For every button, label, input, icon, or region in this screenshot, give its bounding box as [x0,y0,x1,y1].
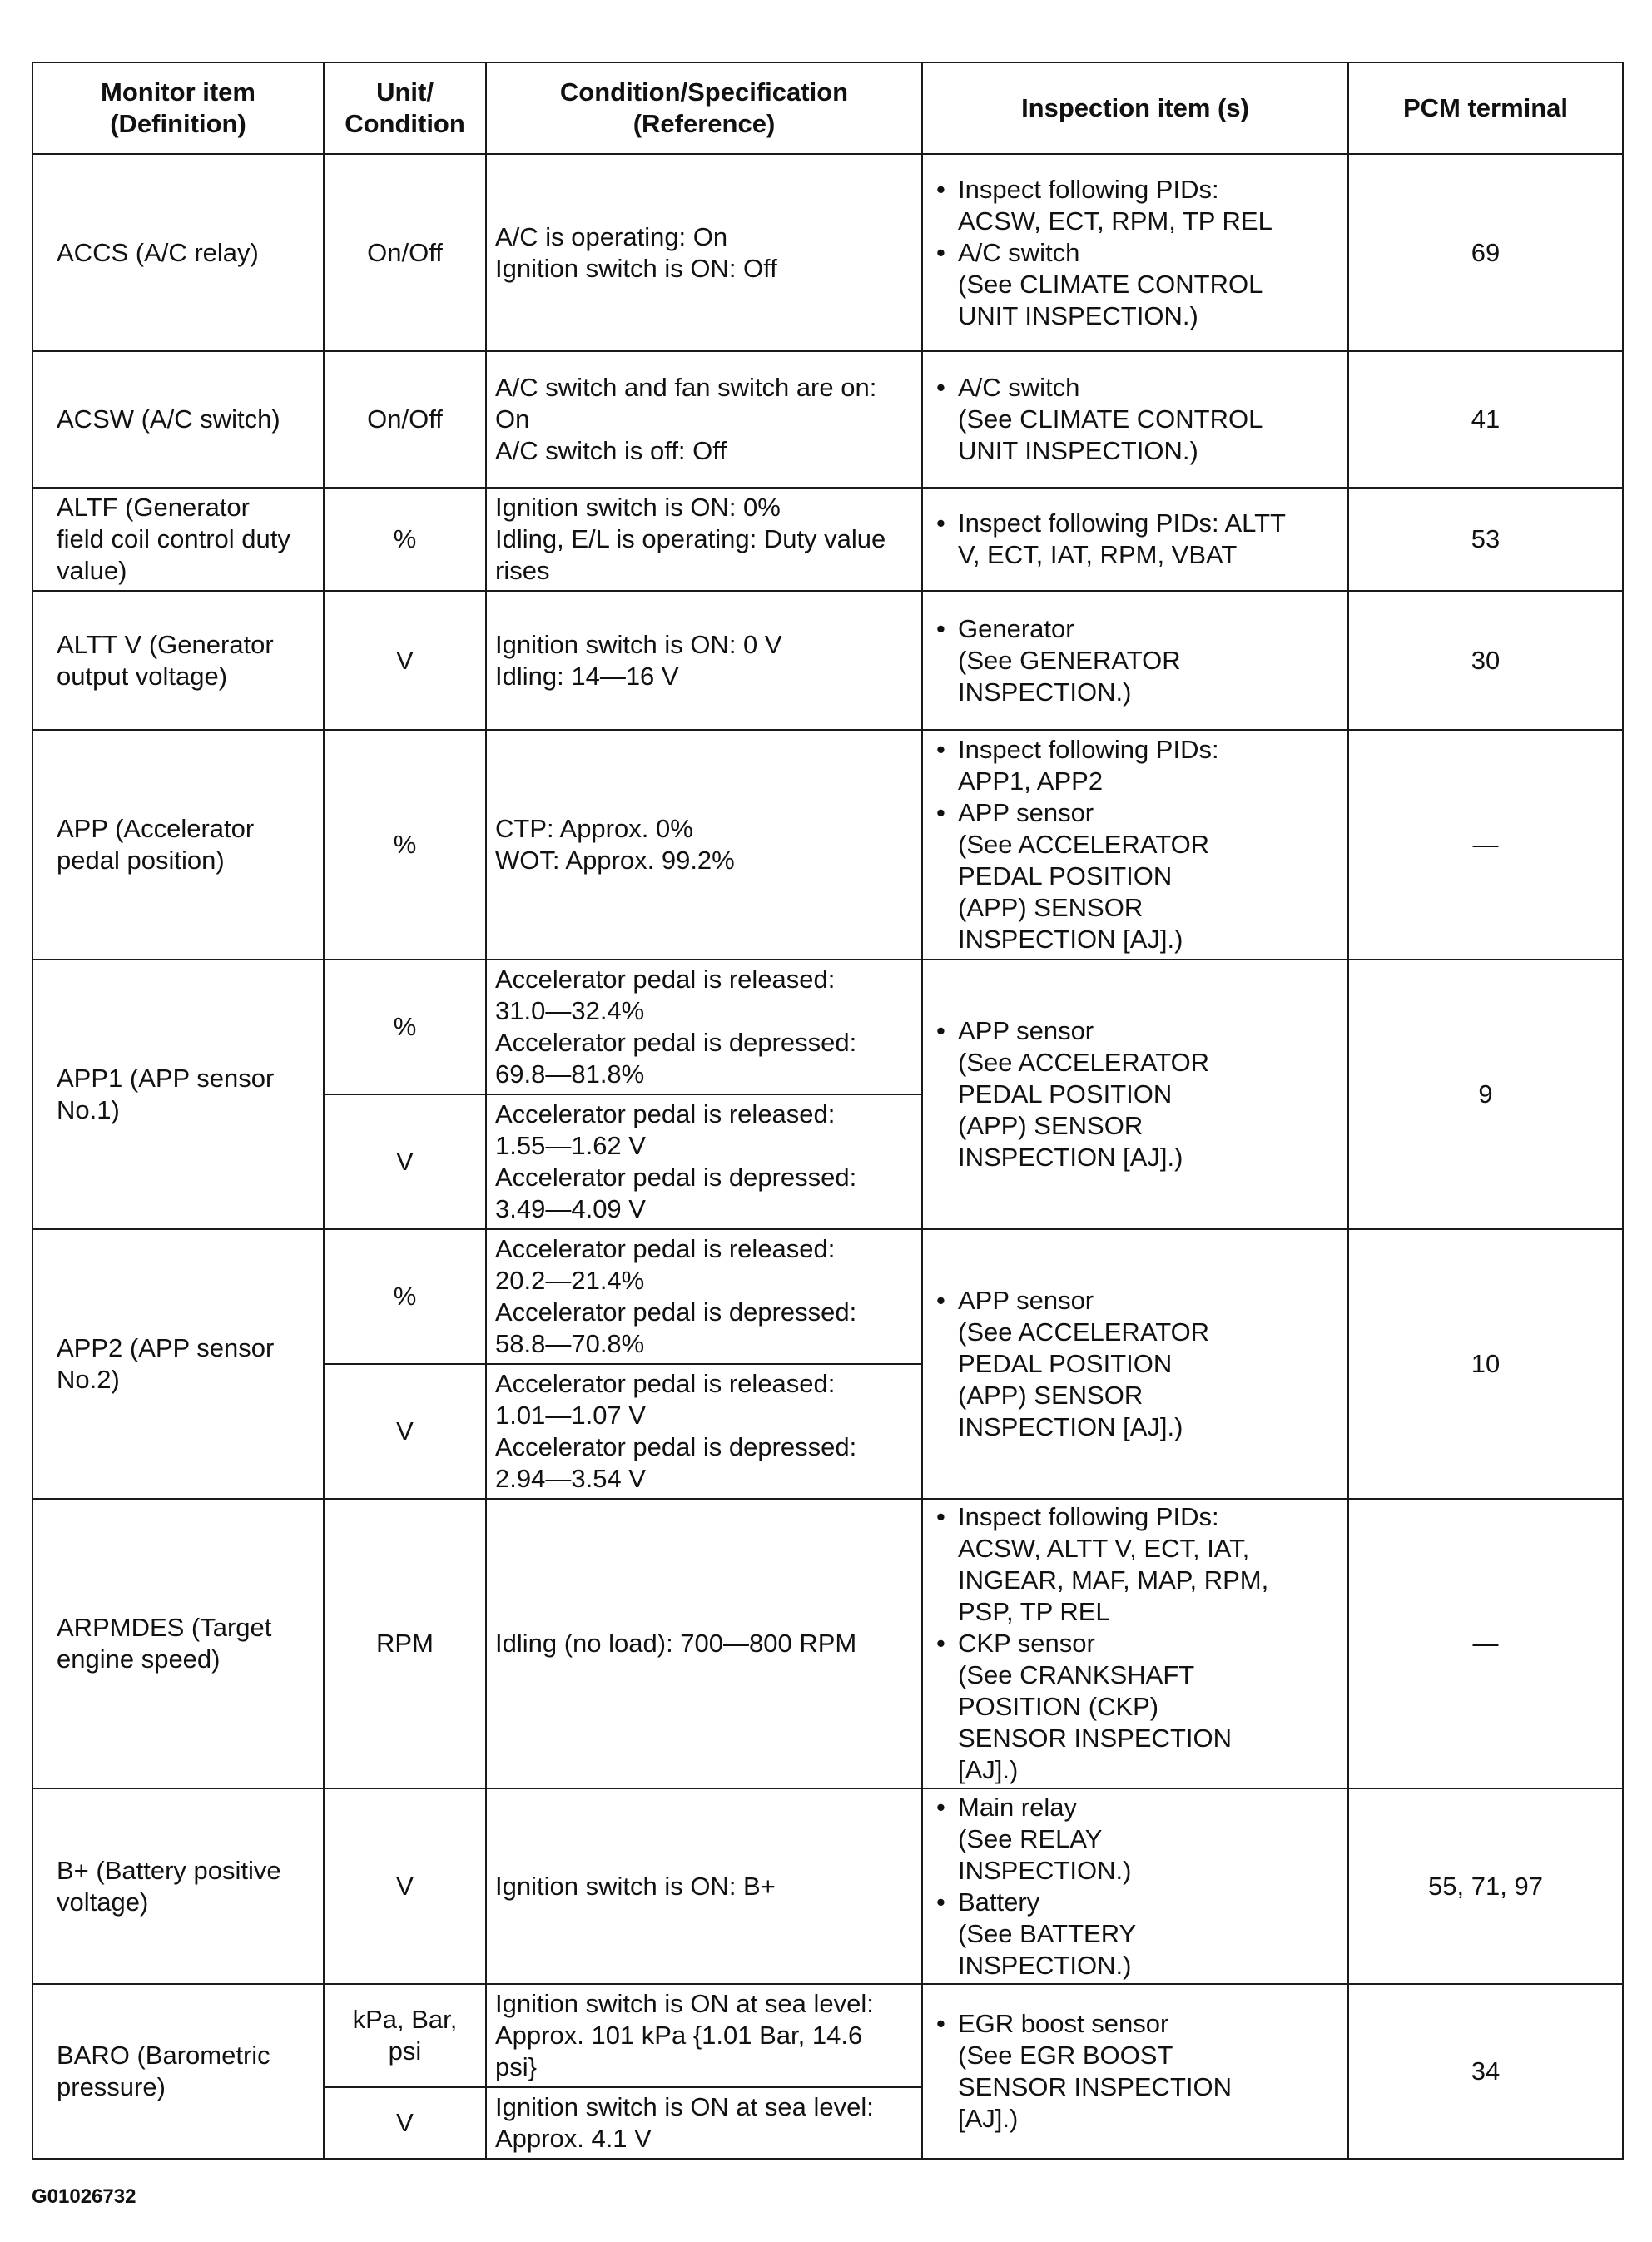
inspection-cell [922,1229,1348,1499]
pcm-terminal-cell: — [1348,1499,1623,1788]
table-row [32,154,1623,351]
inspection-item [958,174,1341,237]
inspection-item [958,372,1341,467]
pcm-terminal-cell: 55, 71, 97 [1348,1788,1623,1984]
inspection-list [933,508,1341,571]
inspection-item [958,1887,1341,1982]
inspection-list [933,734,1341,955]
inspection-line: (See CLIMATE CONTROL [958,269,1263,299]
condition-line: On [495,404,530,434]
inspection-line: UNIT INSPECTION.) [958,300,1198,330]
inspection-line: (See ACCELERATOR [958,1048,1210,1077]
inspection-item [958,2008,1341,2135]
inspection-item [958,237,1341,332]
inspection-line: ACSW, ECT, RPM, TP REL [958,206,1272,236]
condition-line: 2.94—3.54 V [495,1464,646,1493]
condition-cell [486,1984,922,2087]
monitor-item-line: ALTT V (Generator [57,629,274,659]
monitor-item-cell [32,1499,324,1788]
inspection-line: • EGR boost sensor [958,2009,1169,2038]
inspection-line: UNIT INSPECTION.) [958,436,1198,465]
inspection-cell [922,154,1348,351]
inspection-line: PEDAL POSITION [958,1349,1173,1378]
inspection-line: (See EGR BOOST [958,2041,1173,2070]
table-header-row [32,62,1623,154]
unit-cell: V [324,1788,486,1984]
condition-line: Ignition switch is ON at sea level: [495,2092,874,2121]
inspection-line: • CKP sensor [958,1629,1095,1658]
condition-line: Idling, E/L is operating: Duty value [495,524,886,553]
condition-cell [486,1788,922,1984]
inspection-line: • APP sensor [958,798,1094,827]
condition-line: WOT: Approx. 99.2% [495,846,735,875]
condition-line: Approx. 4.1 V [495,2124,652,2153]
inspection-line: • Battery [958,1887,1040,1917]
monitor-item-table [32,62,1624,2160]
inspection-line: (APP) SENSOR [958,893,1144,922]
pcm-terminal-cell: 41 [1348,351,1623,488]
table-row [32,1229,1623,1364]
monitor-item-line: ALTF (Generator [57,493,251,522]
condition-line: Ignition switch is ON: 0 V [495,629,782,659]
inspection-cell [922,1499,1348,1788]
monitor-item-line: B+ (Battery positive [57,1855,281,1885]
condition-line: Approx. 101 kPa {1.01 Bar, 14.6 [495,2021,863,2050]
inspection-list [933,174,1341,332]
monitor-item-cell [32,154,324,351]
inspection-line: (APP) SENSOR [958,1111,1144,1140]
condition-line: Accelerator pedal is released: [495,1369,836,1398]
unit-cell: % [324,730,486,960]
table-body [32,154,1623,2159]
pcm-terminal-cell: 9 [1348,960,1623,1229]
inspection-line: INSPECTION [AJ].) [958,925,1183,954]
condition-cell [486,591,922,730]
condition-line: Ignition switch is ON: 0% [495,493,781,522]
condition-line: Ignition switch is ON: Off [495,253,777,283]
inspection-list [933,372,1341,467]
table-row [32,351,1623,488]
inspection-line: (See ACCELERATOR [958,1317,1210,1347]
header-unit: Unit/ Condition [324,62,486,154]
inspection-item [958,734,1341,797]
unit-cell: V [324,2087,486,2159]
inspection-list [933,1015,1341,1173]
condition-line: 58.8—70.8% [495,1329,645,1358]
spec-table-sheet [32,62,1622,2160]
monitor-item-line: No.2) [57,1365,120,1394]
pcm-terminal-cell: 34 [1348,1984,1623,2159]
inspection-line: • A/C switch [958,373,1080,402]
monitor-item-cell [32,1229,324,1499]
condition-line: 20.2—21.4% [495,1266,645,1295]
condition-line: A/C switch and fan switch are on: [495,373,877,402]
inspection-list [933,613,1341,708]
condition-line: Accelerator pedal is depressed: [495,1297,857,1327]
inspection-line: • Inspect following PIDs: [958,1502,1219,1531]
inspection-line: • Inspect following PIDs: ALTT [958,508,1286,538]
inspection-cell [922,1984,1348,2159]
header-inspection: Inspection item (s) [922,62,1348,154]
monitor-item-line: voltage) [57,1887,149,1917]
condition-cell [486,1094,922,1229]
unit-cell: On/Off [324,351,486,488]
header-condition: Condition/Specification (Reference) [486,62,922,154]
inspection-item [958,1628,1341,1786]
condition-line: 1.01—1.07 V [495,1401,646,1430]
inspection-line: INSPECTION.) [958,677,1132,707]
table-row [32,1788,1623,1984]
inspection-item [958,1792,1341,1887]
header-monitor-item: Monitor item (Definition) [32,62,324,154]
condition-line: Idling: 14—16 V [495,661,679,691]
unit-cell: kPa, Bar, psi [324,1984,486,2087]
inspection-line: • APP sensor [958,1286,1094,1315]
monitor-item-line: APP (Accelerator [57,814,255,843]
inspection-line: INSPECTION [AJ].) [958,1143,1183,1172]
table-row [32,1499,1623,1788]
inspection-item [958,1015,1341,1173]
table-row [32,730,1623,960]
inspection-line: INSPECTION [AJ].) [958,1412,1183,1441]
condition-line: psi} [495,2052,537,2081]
unit-cell: RPM [324,1499,486,1788]
pcm-terminal-cell: 53 [1348,488,1623,591]
inspection-line: INSPECTION.) [958,1855,1132,1885]
inspection-line: (See ACCELERATOR [958,830,1210,859]
inspection-line: INSPECTION.) [958,1950,1132,1980]
condition-cell [486,1364,922,1499]
unit-cell: % [324,488,486,591]
inspection-line: • Main relay [958,1792,1077,1822]
inspection-line: (See RELAY [958,1823,1103,1853]
inspection-list [933,1501,1341,1786]
inspection-line: APP1, APP2 [958,766,1104,796]
monitor-item-line: No.1) [57,1095,120,1124]
condition-line: Ignition switch is ON at sea level: [495,1989,874,2018]
table-row [32,591,1623,730]
monitor-item-line: ACCS (A/C relay) [57,237,259,267]
inspection-line: • Inspect following PIDs: [958,735,1219,764]
condition-cell [486,960,922,1094]
monitor-item-cell [32,591,324,730]
condition-line: 31.0—32.4% [495,996,645,1025]
monitor-item-cell [32,960,324,1229]
monitor-item-line: ARPMDES (Target [57,1613,272,1642]
monitor-item-line: value) [57,556,127,585]
monitor-item-line: BARO (Barometric [57,2041,270,2070]
monitor-item-line: field coil control duty [57,524,290,553]
condition-cell [486,351,922,488]
inspection-line: POSITION (CKP) [958,1692,1159,1721]
condition-line: Accelerator pedal is depressed: [495,1163,857,1192]
unit-cell: % [324,1229,486,1364]
inspection-line: (See CLIMATE CONTROL [958,404,1263,434]
pcm-terminal-cell: 10 [1348,1229,1623,1499]
condition-line: 69.8—81.8% [495,1059,645,1089]
condition-line: Accelerator pedal is released: [495,965,836,994]
inspection-list [933,1285,1341,1443]
inspection-line: (See BATTERY [958,1918,1137,1948]
inspection-line: (See CRANKSHAFT [958,1660,1195,1689]
condition-cell [486,1499,922,1788]
condition-cell [486,2087,922,2159]
figure-id: G01026732 [32,2185,136,2208]
inspection-cell [922,1788,1348,1984]
inspection-cell [922,351,1348,488]
inspection-line: PSP, TP REL [958,1597,1110,1626]
monitor-item-cell [32,488,324,591]
inspection-cell [922,591,1348,730]
inspection-line: • Inspect following PIDs: [958,174,1219,204]
inspection-line: V, ECT, IAT, RPM, VBAT [958,540,1238,569]
monitor-item-cell [32,1788,324,1984]
monitor-item-cell [32,1984,324,2159]
inspection-line: INGEAR, MAF, MAP, RPM, [958,1565,1269,1595]
condition-line: 1.55—1.62 V [495,1131,646,1160]
inspection-line: • A/C switch [958,237,1080,267]
pcm-terminal-cell: — [1348,730,1623,960]
inspection-cell [922,730,1348,960]
unit-cell: On/Off [324,154,486,351]
inspection-item [958,613,1341,708]
monitor-item-line: pressure) [57,2072,166,2101]
inspection-list [933,2008,1341,2135]
inspection-line: [AJ].) [958,2104,1019,2133]
unit-cell: V [324,1094,486,1229]
unit-cell: % [324,960,486,1094]
condition-line: A/C switch is off: Off [495,436,727,465]
inspection-line: [AJ].) [958,1755,1019,1784]
unit-cell: V [324,1364,486,1499]
condition-line: Accelerator pedal is depressed: [495,1432,857,1461]
condition-line: Accelerator pedal is released: [495,1099,836,1128]
condition-cell [486,488,922,591]
condition-cell [486,730,922,960]
condition-line: Idling (no load): 700—800 RPM [495,1629,857,1658]
inspection-cell [922,960,1348,1229]
inspection-line: • Generator [958,613,1074,643]
inspection-line: ACSW, ALTT V, ECT, IAT, [958,1534,1250,1563]
inspection-cell [922,488,1348,591]
condition-line: Ignition switch is ON: B+ [495,1871,776,1901]
monitor-item-line: APP1 (APP sensor [57,1064,275,1093]
condition-line: Accelerator pedal is released: [495,1234,836,1263]
inspection-line: PEDAL POSITION [958,861,1173,890]
monitor-item-cell [32,351,324,488]
condition-line: rises [495,556,550,585]
table-row [32,1984,1623,2087]
table-row [32,488,1623,591]
table-row [32,960,1623,1094]
header-pcm-terminal: PCM terminal [1348,62,1623,154]
condition-line: CTP: Approx. 0% [495,814,693,843]
inspection-line: SENSOR INSPECTION [958,2072,1232,2101]
inspection-line: • APP sensor [958,1016,1094,1045]
inspection-item [958,508,1341,571]
inspection-list [933,1792,1341,1982]
monitor-item-line: ACSW (A/C switch) [57,404,280,434]
inspection-item [958,1285,1341,1443]
monitor-item-line: pedal position) [57,846,225,875]
condition-line: 3.49—4.09 V [495,1194,646,1223]
condition-cell [486,154,922,351]
inspection-line: (APP) SENSOR [958,1381,1144,1410]
inspection-line: SENSOR INSPECTION [958,1724,1232,1753]
condition-line: Accelerator pedal is depressed: [495,1028,857,1057]
monitor-item-line: engine speed) [57,1644,221,1674]
condition-line: A/C is operating: On [495,221,728,251]
inspection-line: PEDAL POSITION [958,1079,1173,1109]
pcm-terminal-cell: 30 [1348,591,1623,730]
monitor-item-cell [32,730,324,960]
condition-cell [486,1229,922,1364]
inspection-item [958,1501,1341,1628]
inspection-item [958,797,1341,955]
inspection-line: (See GENERATOR [958,645,1181,675]
monitor-item-line: APP2 (APP sensor [57,1333,275,1362]
pcm-terminal-cell: 69 [1348,154,1623,351]
monitor-item-line: output voltage) [57,661,228,691]
unit-cell: V [324,591,486,730]
